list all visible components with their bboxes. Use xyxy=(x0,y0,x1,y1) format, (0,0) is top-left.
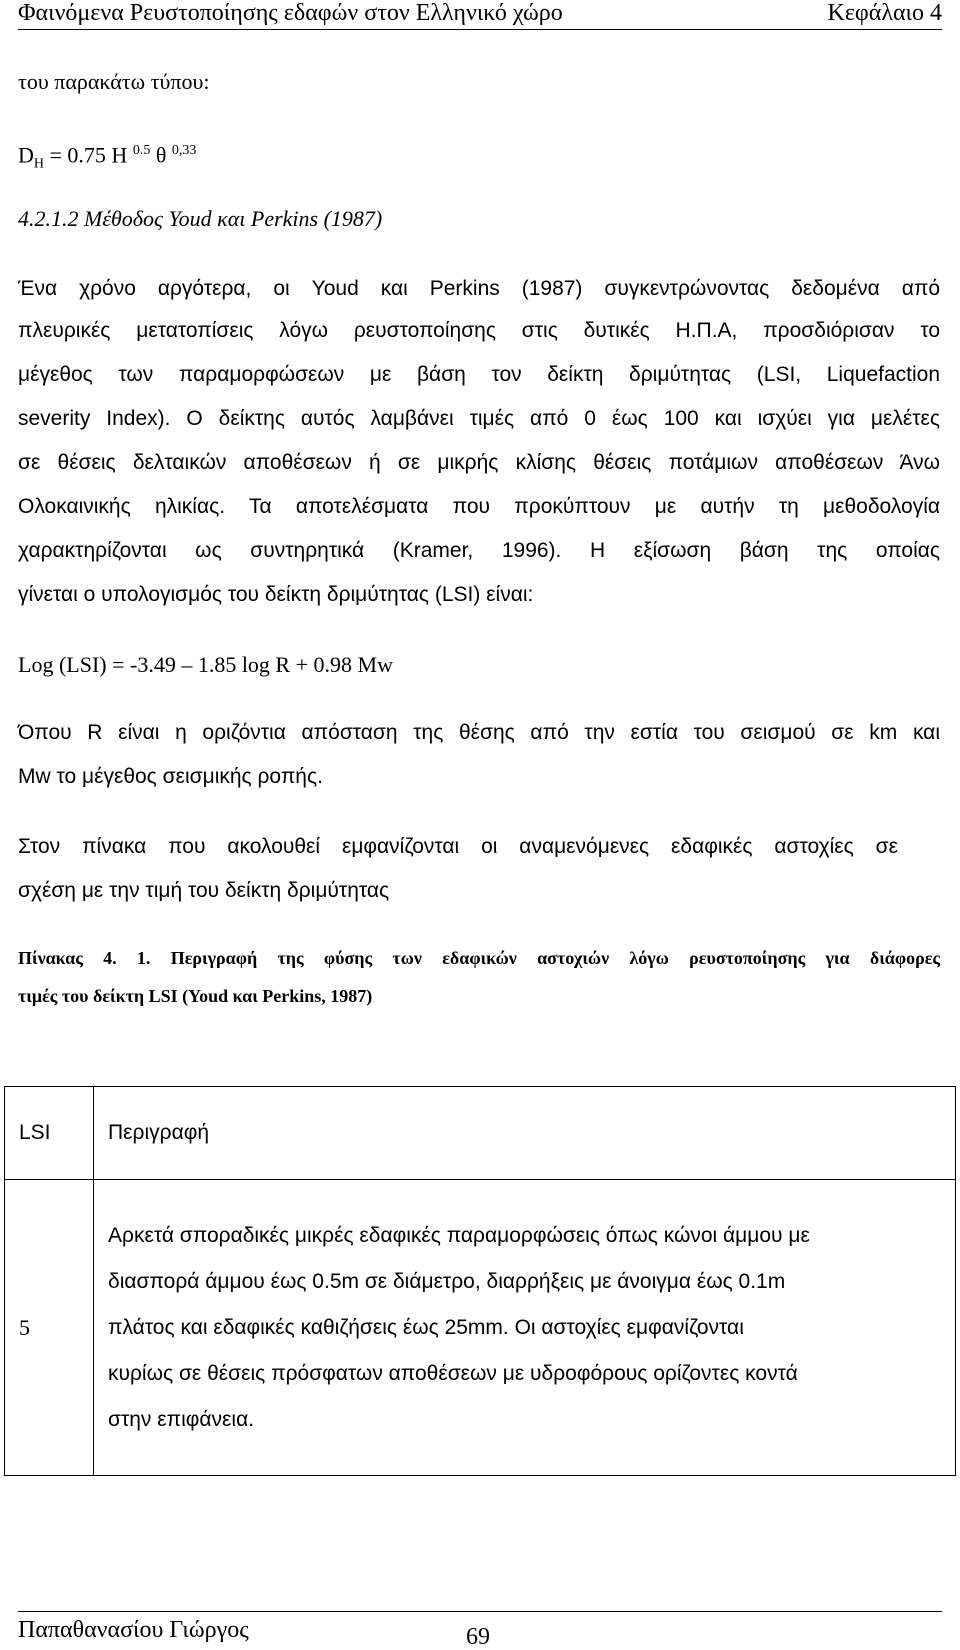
description-line: κυρίως σε θέσεις πρόσφατων αποθέσεων με υδροφόρους ορίζοντες κοντά xyxy=(108,1361,798,1385)
section-heading: 4.2.1.2 Μέθοδος Youd και Perkins (1987) xyxy=(18,206,383,231)
header-title: Φαινόμενα Ρευστοποίησης εδαφών στον Ελληνικό χώρο xyxy=(18,0,563,26)
formula-dh-exponent-h: 0.5 xyxy=(132,143,151,158)
formula-dh-subscript: H xyxy=(33,156,45,172)
paragraph3-line: σχέση με την τιμή του δείκτη δριμύτητας xyxy=(18,879,390,902)
paragraph1-line: Ένα χρόνο αργότερα, οι Youd και Perkins (1987) συγκεντρώνοντας δεδομένα από xyxy=(18,277,940,300)
paragraph1-line: Ολοκαινικής ηλικίας. Τα αποτελέσματα που προκύπτουν με αυτήν τη μεθοδολογία xyxy=(18,495,940,518)
footer-author: Παπαθανασίου Γιώργος xyxy=(18,1617,249,1643)
header-rule xyxy=(18,29,942,30)
table-header-lsi: LSI xyxy=(5,1087,94,1180)
paragraph2-line: Mw το μέγεθος σεισμικής ροπής. xyxy=(18,765,323,788)
table-row xyxy=(5,1180,956,1476)
formula-dh-theta: θ xyxy=(150,142,172,168)
intro-line: του παρακάτω τύπου: xyxy=(18,69,210,94)
formula-dh-body: = 0.75 H xyxy=(44,142,133,168)
description-line: στην επιφάνεια. xyxy=(108,1407,255,1431)
paragraph1-line: severity Index). Ο δείκτης αυτός λαμβάνει τιμές από 0 έως 100 και ισχύει για μελέτες xyxy=(18,407,940,430)
description-line: πλάτος και εδαφικές καθιζήσεις έως 25mm. Οι αστοχίες εμφανίζονται xyxy=(108,1315,744,1339)
paragraph3-line: Στον πίνακα που ακολουθεί εμφανίζονται οι αναμενόμενες εδαφικές αστοχίες σε xyxy=(18,835,898,858)
formula-lsi: Log (LSI) = -3.49 – 1.85 log R + 0.98 Mw xyxy=(18,652,393,677)
table-cell-lsi: 5 xyxy=(5,1180,94,1476)
paragraph2-line: Όπου R είναι η οριζόντια απόσταση της θέσης από την εστία του σεισμού σε km και xyxy=(18,721,940,744)
paragraph1-line: γίνεται ο υπολογισμός του δείκτη δριμύτητας (LSI) είναι: xyxy=(18,583,534,606)
table-caption-line: τιμές του δείκτη LSI (Youd και Perkins, 1987) xyxy=(18,986,373,1006)
paragraph1-line: μέγεθος των παραμορφώσεων με βάση τον δείκτη δριμύτητας (LSI, Liquefaction xyxy=(18,363,940,386)
running-header xyxy=(18,0,942,28)
table-cell-description xyxy=(94,1180,956,1476)
header-chapter: Κεφάλαιο 4 xyxy=(827,0,942,26)
formula-dh xyxy=(18,138,196,178)
lsi-table xyxy=(4,1086,956,1476)
description-line: διασπορά άμμου έως 0.5m σε διάμετρο, διαρρήξεις με άνοιγμα έως 0.1m xyxy=(108,1269,786,1293)
paragraph1-line: χαρακτηρίζονται ως συντηρητικά (Kramer, 1996). Η εξίσωση βάση της οποίας xyxy=(18,539,940,562)
formula-dh-exponent-theta: 0,33 xyxy=(171,143,197,158)
table-header-row xyxy=(5,1087,956,1180)
paragraph1-line: πλευρικές μετατοπίσεις λόγω ρευστοποίησης στις δυτικές Η.Π.Α, προσδιόρισαν το xyxy=(18,319,940,342)
description-line: Αρκετά σποραδικές μικρές εδαφικές παραμορφώσεις όπως κώνοι άμμου με xyxy=(108,1223,810,1247)
formula-dh-symbol: D xyxy=(18,142,34,168)
table-caption-line: Πίνακας 4. 1. Περιγραφή της φύσης των εδαφικών αστοχιών λόγω ρευστοποίησης για διάφορες xyxy=(18,948,940,968)
page-number: 69 xyxy=(466,1624,490,1650)
table-header-description: Περιγραφή xyxy=(94,1087,956,1180)
footer-rule xyxy=(18,1611,942,1612)
paragraph1-line: σε θέσεις δελταικών αποθέσεων ή σε μικρής κλίσης θέσεις ποτάμιων αποθέσεων Άνω xyxy=(18,451,940,474)
